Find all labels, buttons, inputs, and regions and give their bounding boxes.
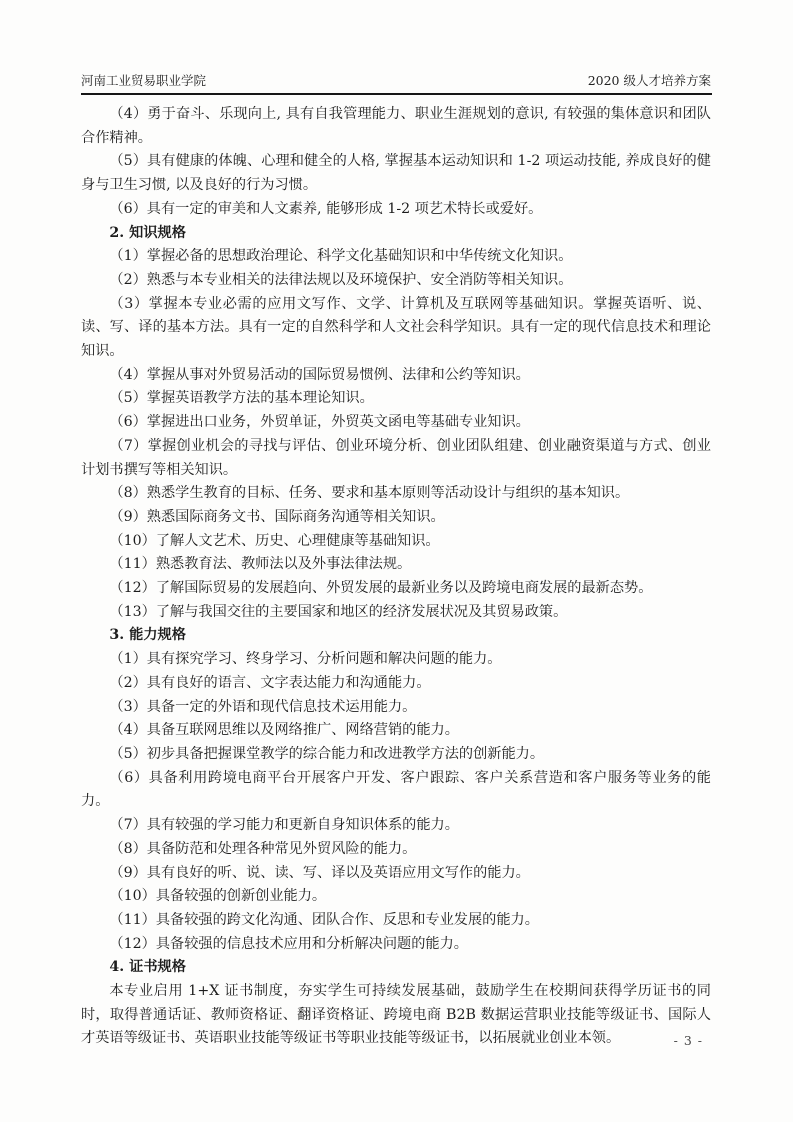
body-paragraph: （5）初步具备把握课堂教学的综合能力和改进教学方法的创新能力。 (109, 745, 545, 762)
body-paragraph: （4）勇于奋斗、乐现向上, 具有自我管理能力、职业生涯规划的意识, 有较强的集体意识和团队合作精神。 (81, 106, 711, 146)
document-body (81, 103, 711, 1051)
body-paragraph: （1）具有探究学习、终身学习、分析问题和解决问题的能力。 (109, 651, 502, 668)
body-paragraph: （7）具有较强的学习能力和更新自身知识体系的能力。 (109, 817, 459, 834)
header-plan-title: 2020 级人才培养方案 (587, 73, 711, 88)
body-paragraph: （7）掌握创业机会的寻找与评估、创业环境分析、创业团队组建、创业融资渠道与方式、创业计划书撰写等相关知识。 (81, 437, 711, 478)
body-paragraph: （6）具备利用跨境电商平台开展客户开发、客户跟踪、客户关系营造和客户服务等业务的能力。 (81, 769, 711, 810)
body-paragraph: （8）具备防范和处理各种常见外贸风险的能力。 (109, 840, 417, 857)
page-number: - 3 - (673, 1033, 703, 1048)
header-rule-divider (81, 93, 712, 95)
body-paragraph: （11）熟悉教育法、教师法以及外事法律法规。 (109, 556, 412, 573)
body-paragraph: （4）掌握从事对外贸易活动的国际贸易惯例、法律和公约等知识。 (109, 366, 530, 383)
body-paragraph: （4）具备互联网思维以及网络推广、网络营销的能力。 (109, 722, 459, 739)
body-paragraph: （13）了解与我国交往的主要国家和地区的经济发展状况及其贸易政策。 (109, 603, 568, 620)
page-header (81, 73, 711, 89)
body-paragraph: （5）具有健康的体魄、心理和健全的人格, 掌握基本运动知识和 1-2 项运动技能, 养成良好的健身与卫生习惯, 以及良好的行为习惯。 (81, 153, 711, 194)
body-paragraph: （11）具备较强的跨文化沟通、团队合作、反思和专业发展的能力。 (109, 911, 539, 928)
body-paragraph: （6）掌握进出口业务，外贸单证，外贸英文函电等基础专业知识。 (109, 414, 530, 431)
body-paragraph: 本专业启用 1+X 证书制度，夯实学生可持续发展基础，鼓励学生在校期间获得学历证书的同时，取得普通话证、教师资格证、翻译资格证、跨境电商 B2B 数据运营职业技能等级证书、国际人才英语等级证书、英语职业技能等级证书等职业技能等级证书，以拓展就业创业本领。 (81, 983, 711, 1047)
section-heading: 2. 知识规格 (109, 224, 186, 241)
body-paragraph: （6）具有一定的审美和人文素养, 能够形成 1-2 项艺术特长或爱好。 (109, 200, 543, 217)
body-paragraph: （3）掌握本专业必需的应用文写作、文学、计算机及互联网等基础知识。掌握英语听、说、读、写、译的基本方法。具有一定的自然科学和人文社会科学知识。具有一定的现代信息技术和理论知识。 (81, 295, 711, 360)
section-heading: 3. 能力规格 (109, 627, 186, 644)
body-paragraph: （9）熟悉国际商务文书、国际商务沟通等相关知识。 (109, 508, 445, 525)
body-paragraph: （1）掌握必备的思想政治理论、科学文化基础知识和中华传统文化知识。 (109, 248, 573, 265)
body-paragraph: （8）熟悉学生教育的目标、任务、要求和基本原则等活动设计与组织的基本知识。 (109, 485, 630, 502)
body-paragraph: （3）具备一定的外语和现代信息技术运用能力。 (109, 698, 417, 715)
body-paragraph: （2）具有良好的语言、文字表达能力和沟通能力。 (109, 674, 431, 691)
body-paragraph: （2）熟悉与本专业相关的法律法规以及环境保护、安全消防等相关知识。 (109, 271, 573, 288)
body-paragraph: （9）具有良好的听、说、读、写、译以及英语应用文写作的能力。 (109, 864, 530, 881)
body-paragraph: （10）了解人文艺术、历史、心理健康等基础知识。 (109, 532, 440, 549)
header-school-name: 河南工业贸易职业学院 (81, 73, 207, 88)
section-heading: 4. 证书规格 (109, 959, 186, 976)
body-paragraph: （10）具备较强的创新创业能力。 (109, 888, 327, 905)
body-paragraph: （12）具备较强的信息技术应用和分析解决问题的能力。 (109, 935, 468, 952)
body-paragraph: （12）了解国际贸易的发展趋向、外贸发展的最新业务以及跨境电商发展的最新态势。 (109, 580, 653, 597)
body-paragraph: （5）掌握英语教学方法的基本理论知识。 (109, 390, 374, 407)
